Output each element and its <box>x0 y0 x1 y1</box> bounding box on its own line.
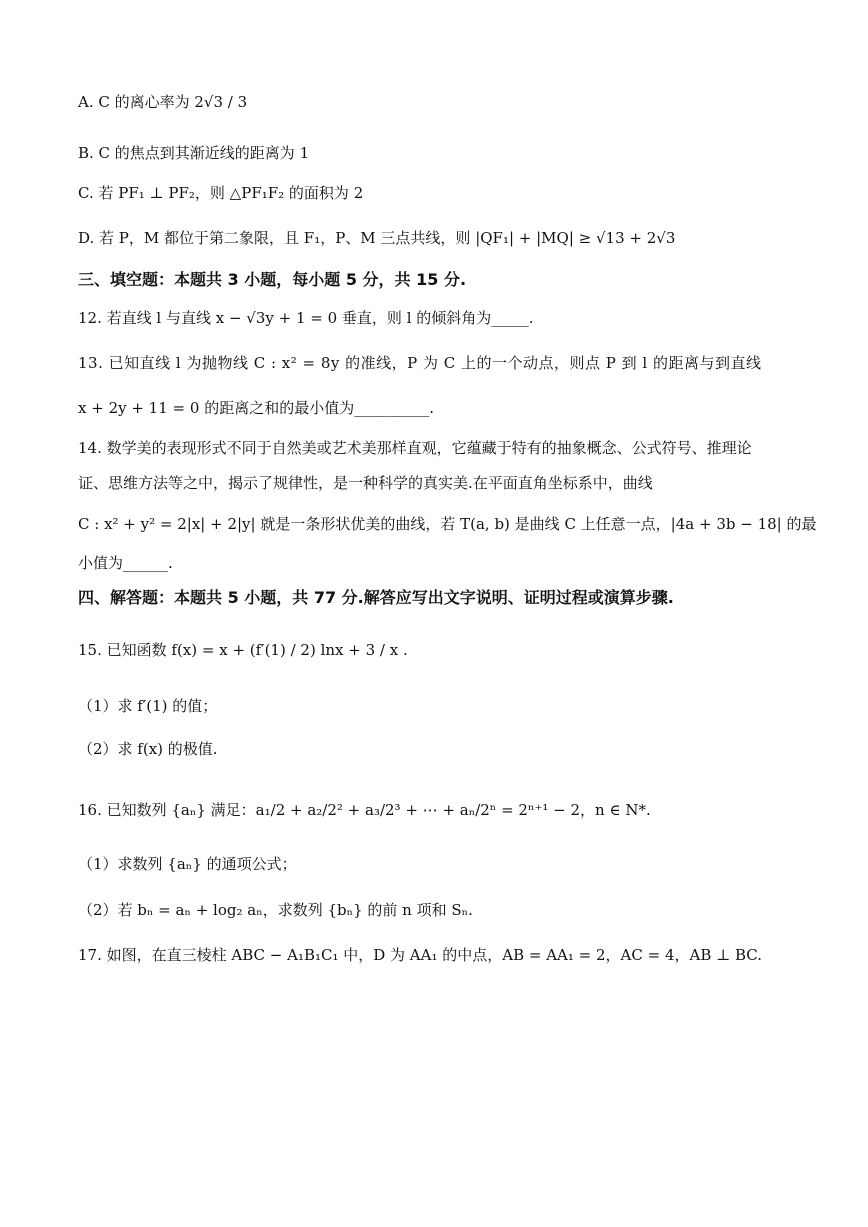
question-15-part-2: （2）求 f(x) 的极值. <box>78 740 218 758</box>
question-14-line-2: 证、思维方法等之中，揭示了规律性，是一种科学的真实美.在平面直角坐标系中，曲线 <box>78 474 653 492</box>
option-a: A. C 的离心率为 2√3 / 3 <box>78 93 248 111</box>
question-15: 15. 已知函数 f(x) = x + (f′(1) / 2) lnx + 3 / x . <box>78 641 408 659</box>
question-14-line-1: 14. 数学美的表现形式不同于自然美或艺术美那样直观，它蕴藏于特有的抽象概念、公式符号、推理论 <box>78 439 752 457</box>
question-17: 17. 如图，在直三棱柱 ABC − A₁B₁C₁ 中，D 为 AA₁ 的中点，AB = AA₁ = 2，AC = 4，AB ⊥ BC. <box>78 946 763 964</box>
question-16-part-1: （1）求数列 {aₙ} 的通项公式； <box>78 855 297 873</box>
option-c: C. 若 PF₁ ⊥ PF₂，则 △PF₁F₂ 的面积为 2 <box>78 184 364 202</box>
question-12: 12. 若直线 l 与直线 x − √3y + 1 = 0 垂直，则 l 的倾斜角为_____. <box>78 309 534 327</box>
question-13-line-2: x + 2y + 11 = 0 的距离之和的最小值为__________. <box>78 399 434 417</box>
option-b: B. C 的焦点到其渐近线的距离为 1 <box>78 144 310 162</box>
question-16-part-2: （2）若 bₙ = aₙ + log₂ aₙ，求数列 {bₙ} 的前 n 项和 Sₙ. <box>78 901 473 919</box>
section-heading-answers: 四、解答题：本题共 5 小题，共 77 分.解答应写出文字说明、证明过程或演算步骤. <box>78 588 674 607</box>
question-16: 16. 已知数列 {aₙ} 满足：a₁/2 + a₂/2² + a₃/2³ + ⋯ + aₙ/2ⁿ = 2ⁿ⁺¹ − 2，n ∈ N*. <box>78 801 651 819</box>
question-13-line-1: 13. 已知直线 l 为抛物线 C : x² = 8y 的准线，P 为 C 上的一个动点，则点 P 到 l 的距离与到直线 <box>78 354 762 372</box>
question-14-line-3: C : x² + y² = 2|x| + 2|y| 就是一条形状优美的曲线，若 T(a, b) 是曲线 C 上任意一点，|4a + 3b − 18| 的最 <box>78 515 817 533</box>
question-14-line-4: 小值为______. <box>78 554 173 572</box>
option-d: D. 若 P，M 都位于第二象限，且 F₁，P、M 三点共线，则 |QF₁| + |MQ| ≥ √13 + 2√3 <box>78 229 676 247</box>
section-heading-fill-in: 三、填空题：本题共 3 小题，每小题 5 分，共 15 分. <box>78 270 467 289</box>
question-15-part-1: （1）求 f′(1) 的值； <box>78 697 218 715</box>
